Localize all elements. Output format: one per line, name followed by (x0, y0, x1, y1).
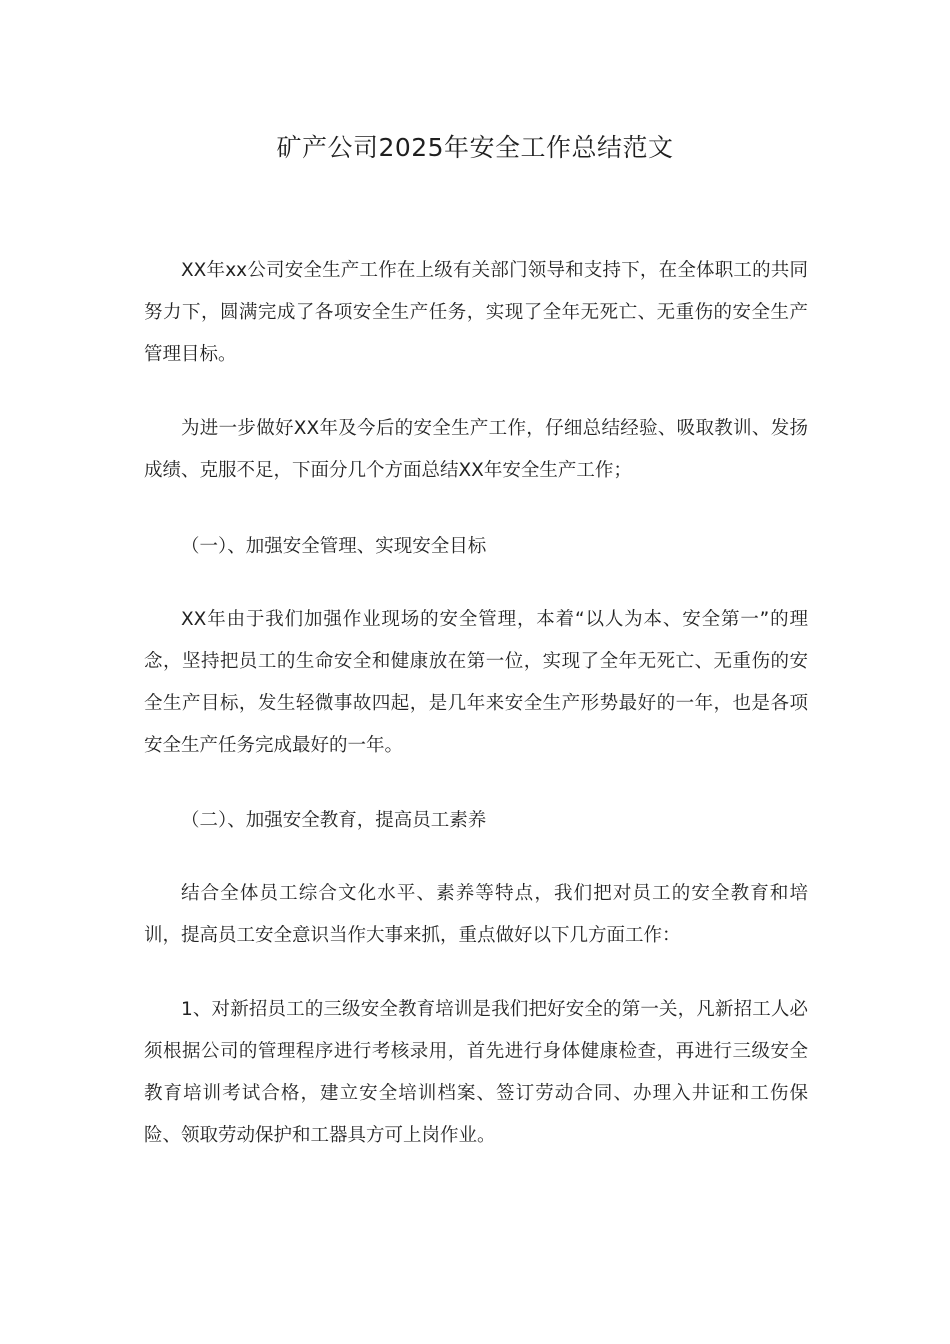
paragraph-section-2: 结合全体员工综合文化水平、素养等特点，我们把对员工的安全教育和培训，提高员工安全意识当作大事来抓，重点做好以下几方面工作： (144, 883, 808, 946)
section-heading-2: （二）、加强安全教育，提高员工素养 (181, 810, 487, 831)
list-item-1: 1、对新招员工的三级安全教育培训是我们把好安全的第一关，凡新招工人必须根据公司的管理程序进行考核录用，首先进行身体健康检查，再进行三级安全教育培训考试合格，建立安全培训档案、签订劳动合同、办理入井证和工伤保险、领取劳动保护和工器具方可上岗作业。 (144, 999, 808, 1146)
document-title: 矿产公司2025年安全工作总结范文 (276, 133, 674, 162)
section-heading-1: （一）、加强安全管理、实现安全目标 (181, 536, 487, 557)
paragraph-purpose: 为进一步做好XX年及今后的安全生产工作，仔细总结经验、吸取教训、发扬成绩、克服不足，下面分几个方面总结XX年安全生产工作； (144, 418, 808, 481)
paragraph-intro: XX年xx公司安全生产工作在上级有关部门领导和支持下，在全体职工的共同努力下，圆满完成了各项安全生产任务，实现了全年无死亡、无重伤的安全生产管理目标。 (144, 260, 808, 365)
paragraph-section-1: XX年由于我们加强作业现场的安全管理，本着“以人为本、安全第一”的理念，坚持把员工的生命安全和健康放在第一位，实现了全年无死亡、无重伤的安全生产目标，发生轻微事故四起，是几年来安全生产形势最好的一年，也是各项安全生产任务完成最好的一年。 (144, 609, 808, 756)
